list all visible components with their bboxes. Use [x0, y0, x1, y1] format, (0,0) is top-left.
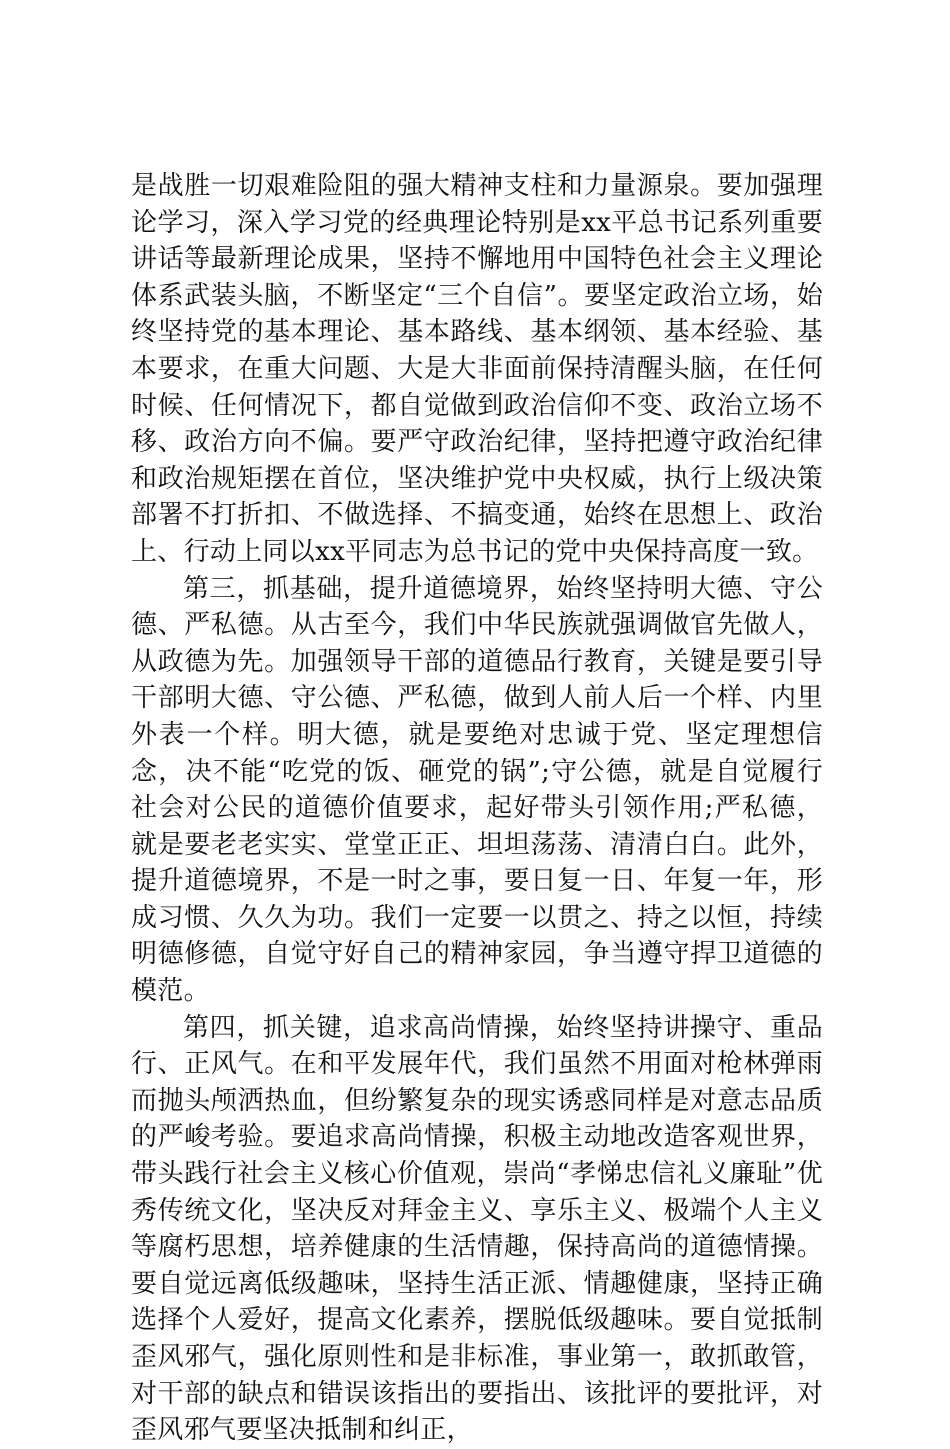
paragraph-1: 是战胜一切艰难险阻的强大精神支柱和力量源泉。要加强理论学习，深入学习党的经典理论特别是xx平总书记系列重要讲话等最新理论成果，坚持不懈地用中国特色社会主义理论体系武装头脑，不断坚定“三个自信”。要坚定政治立场，始终坚持党的基本理论、基本路线、基本纲领、基本经验、基本要求，在重大问题、大是大非面前保持清醒头脑，在任何时候、任何情况下，都自觉做到政治信仰不变、政治立场不移、政治方向不偏。要严守政治纪律，坚持把遵守政治纪律和政治规矩摆在首位，坚决维护党中央权威，执行上级决策部署不打折扣、不做选择、不搞变通，始终在思想上、政治上、行动上同以xx平同志为总书记的党中央保持高度一致。 [131, 171, 823, 567]
paragraph-2: 第三，抓基础，提升道德境界，始终坚持明大德、守公德、严私德。从古至今，我们中华民族就强调做官先做人，从政德为先。加强领导干部的道德品行教育，关键是要引导干部明大德、守公德、严私德，做到人前人后一个样、内里外表一个样。明大德，就是要绝对忠诚于党、坚定理想信念，决不能“吃党的饭、砸党的锅”;守公德，就是自觉履行社会对公民的道德价值要求，起好带头引领作用;严私德，就是要老老实实、堂堂正正、坦坦荡荡、清清白白。此外，提升道德境界，不是一时之事，要日复一日、年复一年，形成习惯、久久为功。我们一定要一以贯之、持之以恒，持续明德修德，自觉守好自己的精神家园，争当遵守捍卫道德的模范。 [131, 573, 823, 1007]
paragraph-3: 第四，抓关键，追求高尚情操，始终坚持讲操守、重品行、正风气。在和平发展年代，我们虽然不用面对枪林弹雨而抛头颅洒热血，但纷繁复杂的现实诱惑同样是对意志品质的严峻考验。要追求高尚情操，积极主动地改造客观世界，带头践行社会主义核心价值观，崇尚“孝悌忠信礼义廉耻”优秀传统文化，坚决反对拜金主义、享乐主义、极端个人主义等腐朽思想，培养健康的生活情趣，保持高尚的道德情操。要自觉远离低级趣味，坚持生活正派、情趣健康，坚持正确选择个人爱好，提高文化素养，摆脱低级趣味。要自觉抵制歪风邪气，强化原则性和是非标准，事业第一，敢抓敢管，对干部的缺点和错误该指出的要指出、该批评的要批评，对歪风邪气要坚决抵制和纠正， [131, 1012, 823, 1446]
document-body [131, 168, 823, 1449]
